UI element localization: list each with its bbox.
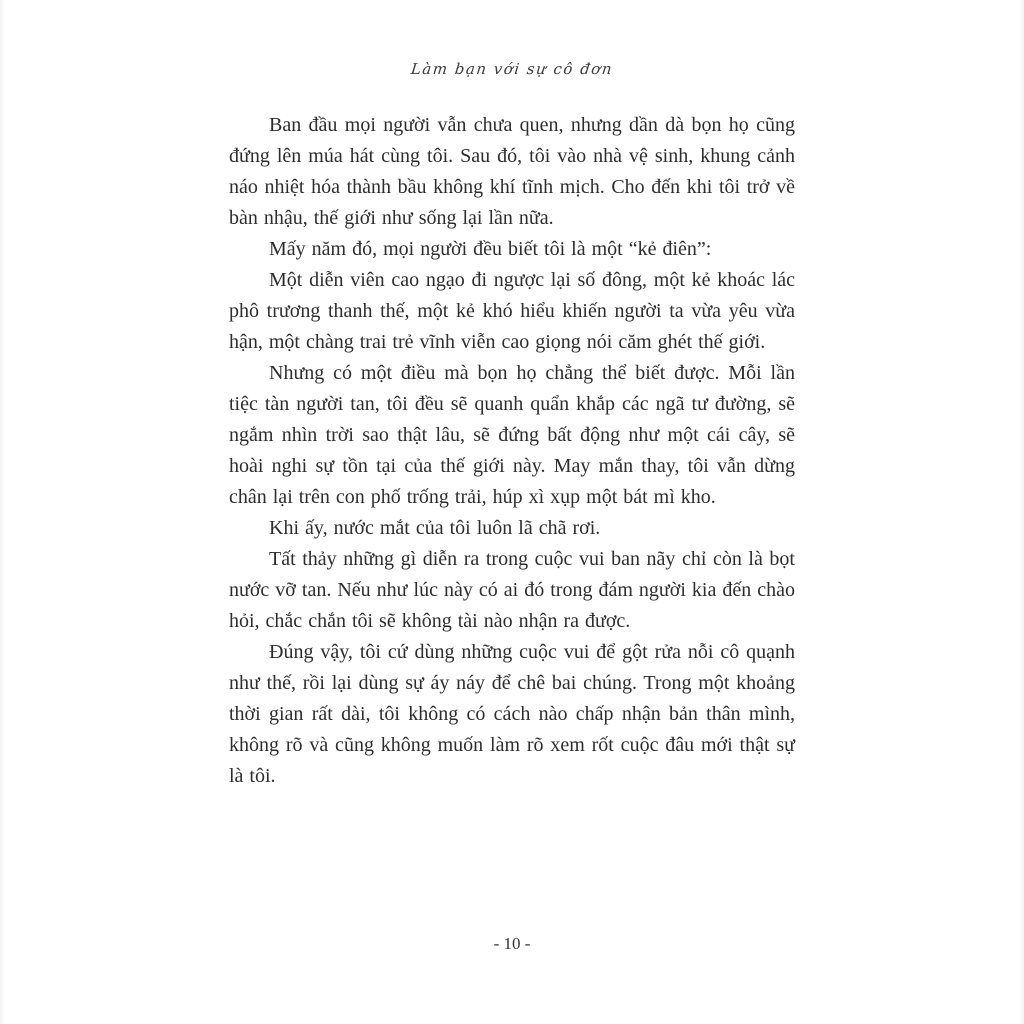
paragraph: Nhưng có một điều mà bọn họ chẳng thể biết được. Mỗi lần tiệc tàn người tan, tôi đều sẽ quanh quẩn khắp các ngã tư đường, sẽ ngắm nhìn trời sao thật lâu, sẽ đứng bất động như một cái cây, sẽ hoài nghi sự tồn tại của thế giới này. May mắn thay, tôi vẫn dừng chân lại trên con phố trống trải, húp xì xụp một bát mì kho. xyxy=(229,362,795,508)
paragraph: Mấy năm đó, mọi người đều biết tôi là một “kẻ điên”: xyxy=(269,238,712,260)
text-column xyxy=(229,110,795,792)
paragraph: Tất thảy những gì diễn ra trong cuộc vui ban nãy chỉ còn là bọt nước vỡ tan. Nếu như lúc này có ai đó trong đám người kia đến chào hỏi, chắc chắn tôi sẽ không tài nào nhận ra được. xyxy=(229,548,795,632)
paragraph: Đúng vậy, tôi cứ dùng những cuộc vui để gột rửa nỗi cô quạnh như thế, rồi lại dùng sự áy náy để chê bai chúng. Trong một khoảng thời gian rất dài, tôi không có cách nào chấp nhận bản thân mình, không rõ và cũng không muốn làm rõ xem rốt cuộc đâu mới thật sự là tôi. xyxy=(229,641,795,787)
running-head: Làm bạn với sự cô đơn xyxy=(410,60,614,78)
paragraph: Khi ấy, nước mắt của tôi luôn lã chã rơi. xyxy=(269,517,601,539)
paragraph: Một diễn viên cao ngạo đi ngược lại số đông, một kẻ khoác lác phô trương thanh thế, một kẻ khó hiểu khiến người ta vừa yêu vừa hận, một chàng trai trẻ vĩnh viễn cao giọng nói căm ghét thế giới. xyxy=(229,269,795,353)
paragraph: Ban đầu mọi người vẫn chưa quen, nhưng dần dà bọn họ cũng đứng lên múa hát cùng tôi. Sau đó, tôi vào nhà vệ sinh, khung cảnh náo nhiệt hóa thành bầu không khí tĩnh mịch. Cho đến khi tôi trở về bàn nhậu, thế giới như sống lại lần nữa. xyxy=(229,114,795,229)
page-number: - 10 - xyxy=(493,934,531,953)
